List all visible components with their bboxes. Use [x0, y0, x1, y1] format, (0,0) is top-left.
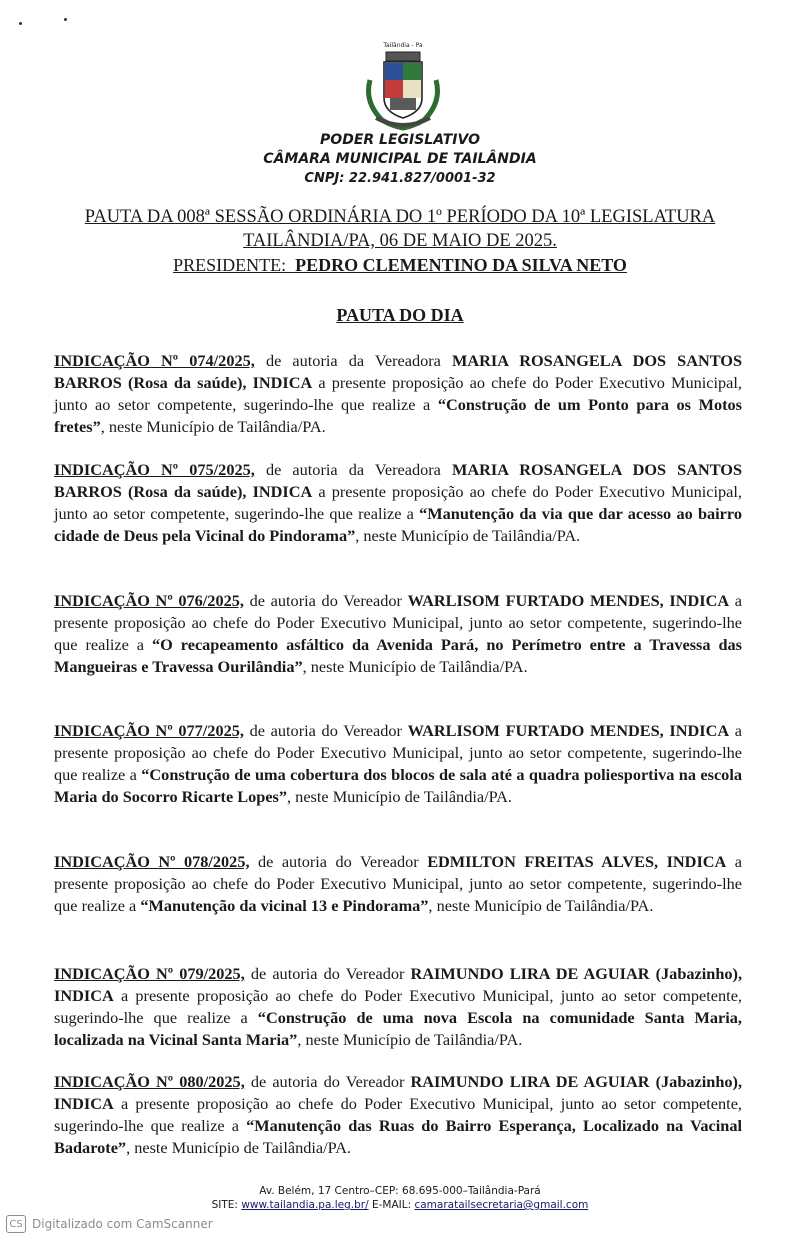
item-author: RAIMUNDO LIRA DE AGUIAR (Jabazinho), INDICA: [54, 964, 743, 1005]
footer-site-label: SITE:: [211, 1199, 242, 1211]
item-number: INDICAÇÃO Nº 077/2025,: [54, 721, 244, 740]
agenda-item: [54, 1071, 742, 1159]
item-subject: “Manutenção das Ruas do Bairro Esperança, Localizado na Vacinal Badarote”: [54, 1116, 742, 1157]
item-text: a presente proposição ao chefe do Poder Executivo Municipal, junto ao setor competente, sugerindo-lhe que realize a: [54, 1094, 742, 1135]
crest-caption: Tailândia - Pa: [383, 42, 423, 49]
item-text: , neste Município de Tailândia/PA.: [428, 896, 654, 915]
item-text: , neste Município de Tailândia/PA.: [302, 657, 528, 676]
footer-contact: [0, 1199, 800, 1211]
item-author: EDMILTON FREITAS ALVES, INDICA: [427, 852, 727, 871]
scanner-watermark: [6, 1214, 213, 1234]
item-subject: “O recapeamento asfáltico da Avenida Pará, no Perímetro entre a Travessa das Mangueiras e Travessa Ourilândia”: [54, 635, 743, 676]
item-text: a presente proposição ao chefe do Poder Executivo Municipal, junto ao setor competente, sugerindo-lhe que realize a: [54, 721, 743, 784]
item-number: INDICAÇÃO Nº 076/2025,: [54, 591, 244, 610]
item-text: de autoria da Vereadora: [254, 460, 453, 479]
item-subject: “Construção de um Ponto para os Motos fretes”: [54, 395, 742, 436]
footer-site-link[interactable]: www.tailandia.pa.leg.br/: [241, 1199, 369, 1211]
item-text: , neste Município de Tailândia/PA.: [297, 1030, 523, 1049]
agenda-item: [54, 459, 742, 547]
scan-speck: [19, 22, 22, 25]
scanner-text: Digitalizado com CamScanner: [32, 1217, 213, 1231]
item-number: INDICAÇÃO Nº 080/2025,: [54, 1072, 245, 1091]
session-date: TAILÂNDIA/PA, 06 DE MAIO DE 2025.: [243, 231, 557, 251]
institution-cnpj: CNPJ: 22.941.827/0001-32: [304, 171, 496, 186]
item-text: de autoria do Vereador: [243, 721, 408, 740]
footer-email-link[interactable]: camaratailsecretaria@gmail.com: [414, 1199, 589, 1211]
scan-speck: [64, 18, 67, 21]
agenda-item: [54, 720, 742, 808]
item-text: de autoria da Vereadora: [254, 351, 453, 370]
agenda-item: [54, 851, 742, 917]
item-text: a presente proposição ao chefe do Poder Executivo Municipal, junto ao setor competente, sugerindo-lhe que realize a: [54, 373, 742, 414]
item-number: INDICAÇÃO Nº 075/2025,: [54, 460, 255, 479]
item-author: WARLISOM FURTADO MENDES, INDICA: [407, 591, 730, 610]
item-author: WARLISOM FURTADO MENDES, INDICA: [407, 721, 730, 740]
agenda-item: [54, 590, 742, 678]
item-author: MARIA ROSANGELA DOS SANTOS BARROS (Rosa da saúde), INDICA: [54, 460, 743, 501]
president-label: PRESIDENTE:: [173, 255, 287, 275]
item-text: de autoria do Vereador: [249, 852, 428, 871]
president-name: PEDRO CLEMENTINO DA SILVA NETO: [295, 255, 627, 275]
item-text: a presente proposição ao chefe do Poder Executivo Municipal, junto ao setor competente, sugerindo-lhe que realize a: [54, 591, 743, 654]
institution-power: PODER LEGISLATIVO: [320, 132, 480, 148]
item-text: a presente proposição ao chefe do Poder Executivo Municipal, junto ao setor competente, sugerindo-lhe que realize a: [54, 852, 742, 915]
footer-address: Av. Belém, 17 Centro–CEP: 68.695-000–Tailândia-Pará: [259, 1185, 541, 1197]
item-subject: “Construção de uma cobertura dos blocos de sala até a quadra poliesportiva na escola Maria do Socorro Ricarte Lopes”: [54, 765, 742, 806]
item-number: INDICAÇÃO Nº 078/2025,: [54, 852, 250, 871]
item-number: INDICAÇÃO Nº 074/2025,: [54, 351, 255, 370]
agenda-item: [54, 963, 742, 1051]
item-text: , neste Município de Tailândia/PA.: [126, 1138, 352, 1157]
item-text: , neste Município de Tailândia/PA.: [100, 417, 326, 436]
item-subject: “Manutenção da via que dar acesso ao bairro cidade de Deus pela Vicinal do Pindorama”: [54, 504, 742, 545]
agenda-item: [54, 350, 742, 438]
session-president: [0, 255, 800, 276]
municipal-crest-icon: [362, 40, 444, 132]
agenda-heading: PAUTA DO DIA: [336, 305, 464, 325]
camscanner-icon: CS: [6, 1215, 26, 1233]
item-text: a presente proposição ao chefe do Poder Executivo Municipal, junto ao setor competente, sugerindo-lhe que realize a: [54, 986, 742, 1027]
item-text: a presente proposição ao chefe do Poder Executivo Municipal, junto ao setor competente, sugerindo-lhe que realize a: [54, 482, 742, 523]
footer-email-label: E-MAIL:: [368, 1199, 415, 1211]
item-subject: “Manutenção da vicinal 13 e Pindorama”: [140, 896, 429, 915]
institution-name: CÂMARA MUNICIPAL DE TAILÂNDIA: [263, 151, 537, 167]
item-text: , neste Município de Tailândia/PA.: [355, 526, 581, 545]
item-text: de autoria do Vereador: [244, 964, 411, 983]
item-text: de autoria do Vereador: [243, 591, 408, 610]
item-author: RAIMUNDO LIRA DE AGUIAR (Jabazinho), INDICA: [54, 1072, 743, 1113]
session-title: PAUTA DA 008ª SESSÃO ORDINÁRIA DO 1º PERÍODO DA 10ª LEGISLATURA: [84, 207, 716, 227]
item-number: INDICAÇÃO Nº 079/2025,: [54, 964, 245, 983]
item-subject: “Construção de uma nova Escola na comunidade Santa Maria, localizada na Vicinal Santa Maria”: [54, 1008, 742, 1049]
item-text: de autoria do Vereador: [244, 1072, 411, 1091]
item-author: MARIA ROSANGELA DOS SANTOS BARROS (Rosa da saúde), INDICA: [54, 351, 743, 392]
item-text: , neste Município de Tailândia/PA.: [287, 787, 512, 806]
